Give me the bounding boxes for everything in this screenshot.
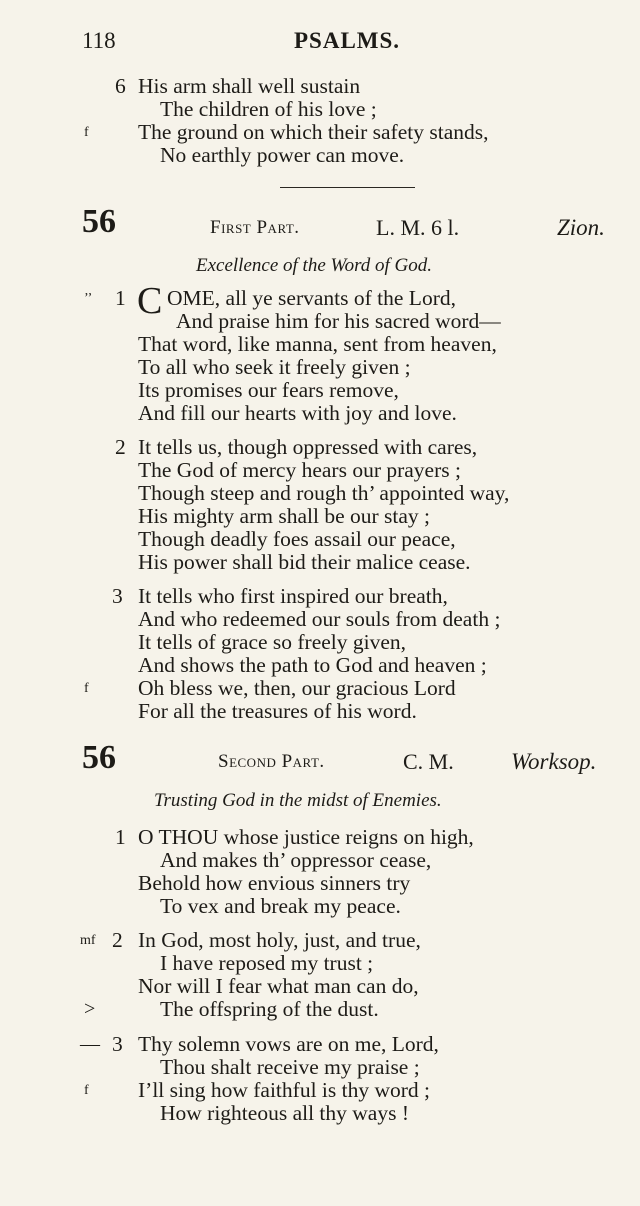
verse-line: The offspring of the dust.	[160, 997, 379, 1021]
verse-line: It tells us, though oppressed with cares,	[138, 435, 478, 459]
verse-line: To vex and break my peace.	[160, 894, 401, 918]
verse-line: And who redeemed our souls from death ;	[138, 607, 501, 631]
verse-line: OME, all ye servants of the Lord,	[167, 286, 456, 310]
page-number: 118	[82, 28, 116, 53]
verse-line: To all who seek it freely given ;	[138, 355, 411, 379]
verse-number: 2	[112, 928, 123, 952]
psalm-number: 56	[82, 739, 116, 776]
verse-line: It tells of grace so freely given,	[138, 630, 407, 654]
part-label: First Part.	[210, 217, 300, 238]
dynamic-mark: f	[84, 681, 89, 696]
meter-label: L. M. 6 l.	[376, 215, 460, 240]
tune-name: Worksop.	[511, 749, 597, 774]
verse-line: Oh bless we, then, our gracious Lord	[138, 676, 456, 700]
section-divider	[280, 187, 415, 188]
verse-line: The God of mercy hears our prayers ;	[138, 458, 461, 482]
verse-line: Behold how envious sinners try	[138, 871, 411, 895]
verse-line: It tells who first inspired our breath,	[138, 584, 448, 608]
verse-line: And fill our hearts with joy and love.	[138, 401, 457, 425]
verse-line: In God, most holy, just, and true,	[138, 928, 421, 952]
dynamic-mark: f	[84, 125, 89, 140]
verse-line: And shows the path to God and heaven ;	[138, 653, 487, 677]
verse-number: 1	[115, 286, 126, 310]
verse-line: How righteous all thy ways !	[160, 1101, 410, 1125]
verse-line: The ground on which their safety stands,	[138, 120, 489, 144]
verse-number: 1	[115, 825, 126, 849]
meter-label: C. M.	[403, 749, 454, 774]
verse-line: And praise him for his sacred word—	[176, 309, 501, 333]
verse-line: Though steep and rough th’ appointed way,	[138, 481, 510, 505]
dynamic-mark: f	[84, 1083, 89, 1098]
verse-line: Thou shalt receive my praise ;	[160, 1055, 420, 1079]
verse-number: 3	[112, 1032, 123, 1056]
verse-line: Its promises our fears remove,	[138, 378, 399, 402]
verse-line: Though deadly foes assail our peace,	[138, 527, 456, 551]
verse-line: Thy solemn vows are on me, Lord,	[138, 1032, 439, 1056]
dynamic-mark: >	[84, 998, 96, 1020]
verse-number: 6	[115, 74, 126, 98]
verse-number: 2	[115, 435, 126, 459]
verse-line: I have reposed my trust ;	[160, 951, 374, 975]
hymn-subtitle: Excellence of the Word of God.	[196, 255, 433, 276]
hymn-subtitle: Trusting God in the midst of Enemies.	[154, 790, 442, 811]
part-label: Second Part.	[218, 751, 325, 772]
verse-line: No earthly power can move.	[160, 143, 405, 167]
verse-line: His arm shall well sustain	[138, 74, 361, 98]
verse-line: O THOU whose justice reigns on high,	[138, 825, 474, 849]
verse-line: And makes th’ oppressor cease,	[160, 848, 432, 872]
verse-line: For all the treasures of his word.	[138, 699, 417, 723]
verse-line: His power shall bid their malice cease.	[138, 550, 471, 574]
verse-number: 3	[112, 584, 123, 608]
verse-line: That word, like manna, sent from heaven,	[138, 332, 497, 356]
verse-line: The children of his love ;	[160, 97, 377, 121]
drop-cap: C	[137, 280, 163, 322]
tune-name: Zion.	[557, 215, 605, 240]
running-title: PSALMS.	[294, 28, 401, 53]
dynamic-mark: mf	[80, 933, 96, 948]
psalm-number: 56	[82, 203, 116, 240]
dynamic-mark: —	[80, 1033, 100, 1055]
verse-line: His mighty arm shall be our stay ;	[138, 504, 431, 528]
verse-line: Nor will I fear what man can do,	[138, 974, 419, 998]
verse-line: I’ll sing how faithful is thy word ;	[138, 1078, 431, 1102]
dynamic-mark: ’’	[84, 291, 93, 306]
